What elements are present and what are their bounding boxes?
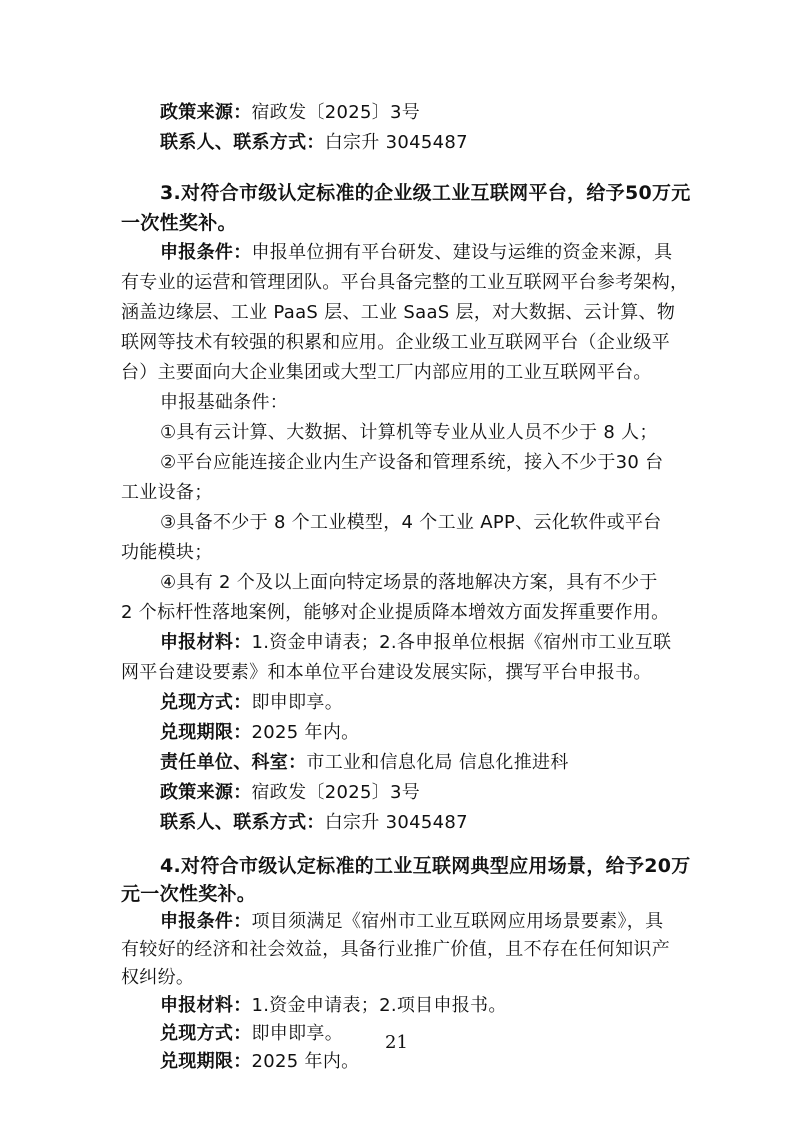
basic-condition-item-1: ①具有云计算、大数据、计算机等专业从业人员不少于 8 人； (160, 422, 658, 443)
section-4-materials-line (160, 992, 680, 1020)
redeem-value: 2025 年内。 (251, 1051, 360, 1072)
section-4-redeem-term (160, 1048, 680, 1076)
basic-condition-item-2-cont: 工业设备； (121, 482, 213, 503)
contact-label: 联系人、联系方式： (160, 812, 325, 833)
contact-line (160, 128, 680, 158)
redeem-term-value: 2025 年内。 (251, 722, 360, 743)
responsible-unit-label: 责任单位、科室： (160, 752, 307, 773)
section-3-redeem-way (160, 688, 680, 718)
paragraph-line: 网平台建设要素》和本单位平台建设发展实际，撰写平台申报书。 (121, 662, 652, 683)
redeem-term-label: 兑现期限： (160, 722, 252, 743)
section-3-policy-source (160, 778, 680, 808)
redeem-value: 即申即享。 (251, 1023, 343, 1044)
redeem-way-label: 兑现方式： (160, 692, 252, 713)
section-3-heading-line-1: 3.对符合市级认定标准的企业级工业互联网平台，给予50万元 (160, 182, 691, 204)
basic-condition-item-3: ③具备不少于 8 个工业模型，4 个工业 APP、云化软件或平台 (160, 512, 662, 533)
materials-label: 申报材料： (160, 632, 252, 653)
policy-source-label: 政策来源： (160, 102, 252, 123)
materials-text: 1.资金申请表；2.项目申报书。 (251, 995, 507, 1016)
contact-label: 联系人、联系方式： (160, 132, 325, 153)
section-3-conditions-line (160, 238, 680, 268)
section-3-contact (160, 808, 680, 838)
policy-source-label: 政策来源： (160, 782, 252, 803)
section-4-conditions-line (160, 908, 680, 936)
paragraph-line: 台）主要面向大企业集团或大型工厂内部应用的工业互联网平台。 (121, 362, 652, 383)
conditions-label: 申报条件： (160, 242, 252, 263)
materials-text: 1.资金申请表；2.各申报单位根据《宿州市工业互联 (251, 632, 672, 653)
materials-label: 申报材料： (160, 995, 252, 1016)
page-number: 21 (385, 1032, 408, 1053)
section-4-redeem-way (160, 1020, 680, 1048)
section-4-heading-line-1: 4.对符合市级认定标准的工业互联网典型应用场景，给予20万 (160, 855, 691, 877)
paragraph-line: 联网等技术有较强的积累和应用。企业级工业互联网平台（企业级平 (121, 332, 670, 353)
redeem-label: 兑现方式： (160, 1023, 252, 1044)
paragraph-line: 有专业的运营和管理团队。平台具备完整的工业互联网平台参考架构， (121, 272, 689, 293)
paragraph-line: 权纠纷。 (121, 967, 195, 988)
conditions-text: 申报单位拥有平台研发、建设与运维的资金来源，具 (251, 242, 673, 263)
contact-value: 白宗升 3045487 (324, 132, 468, 153)
policy-source-line (160, 98, 680, 128)
conditions-label: 申报条件： (160, 911, 252, 932)
redeem-label: 兑现期限： (160, 1051, 252, 1072)
section-3-materials-line (160, 628, 680, 658)
basic-condition-item-3-cont: 功能模块； (121, 542, 213, 563)
section-3-responsible-unit (160, 748, 680, 778)
basic-condition-item-2: ②平台应能连接企业内生产设备和管理系统，接入不少于30 台 (160, 452, 664, 473)
basic-conditions-title: 申报基础条件： (160, 392, 289, 413)
section-4-heading-line-2: 元一次性奖补。 (121, 883, 257, 905)
responsible-unit-value: 市工业和信息化局 信息化推进科 (306, 752, 569, 773)
contact-value: 白宗升 3045487 (324, 812, 468, 833)
paragraph-line: 有较好的经济和社会效益，具备行业推广价值，且不存在任何知识产 (121, 939, 670, 960)
policy-source-value: 宿政发〔2025〕3号 (251, 102, 421, 123)
section-3-redeem-term (160, 718, 680, 748)
basic-condition-item-4: ④具有 2 个及以上面向特定场景的落地解决方案，具有不少于 (160, 572, 658, 593)
section-3-heading-line-2: 一次性奖补。 (121, 212, 237, 234)
redeem-way-value: 即申即享。 (251, 692, 343, 713)
basic-condition-item-4-cont: 2 个标杆性落地案例，能够对企业提质降本增效方面发挥重要作用。 (121, 602, 670, 623)
paragraph-line: 涵盖边缘层、工业 PaaS 层、工业 SaaS 层，对大数据、云计算、物 (121, 302, 676, 323)
policy-source-value: 宿政发〔2025〕3号 (251, 782, 421, 803)
conditions-text: 项目须满足《宿州市工业互联网应用场景要素》，具 (251, 911, 664, 932)
